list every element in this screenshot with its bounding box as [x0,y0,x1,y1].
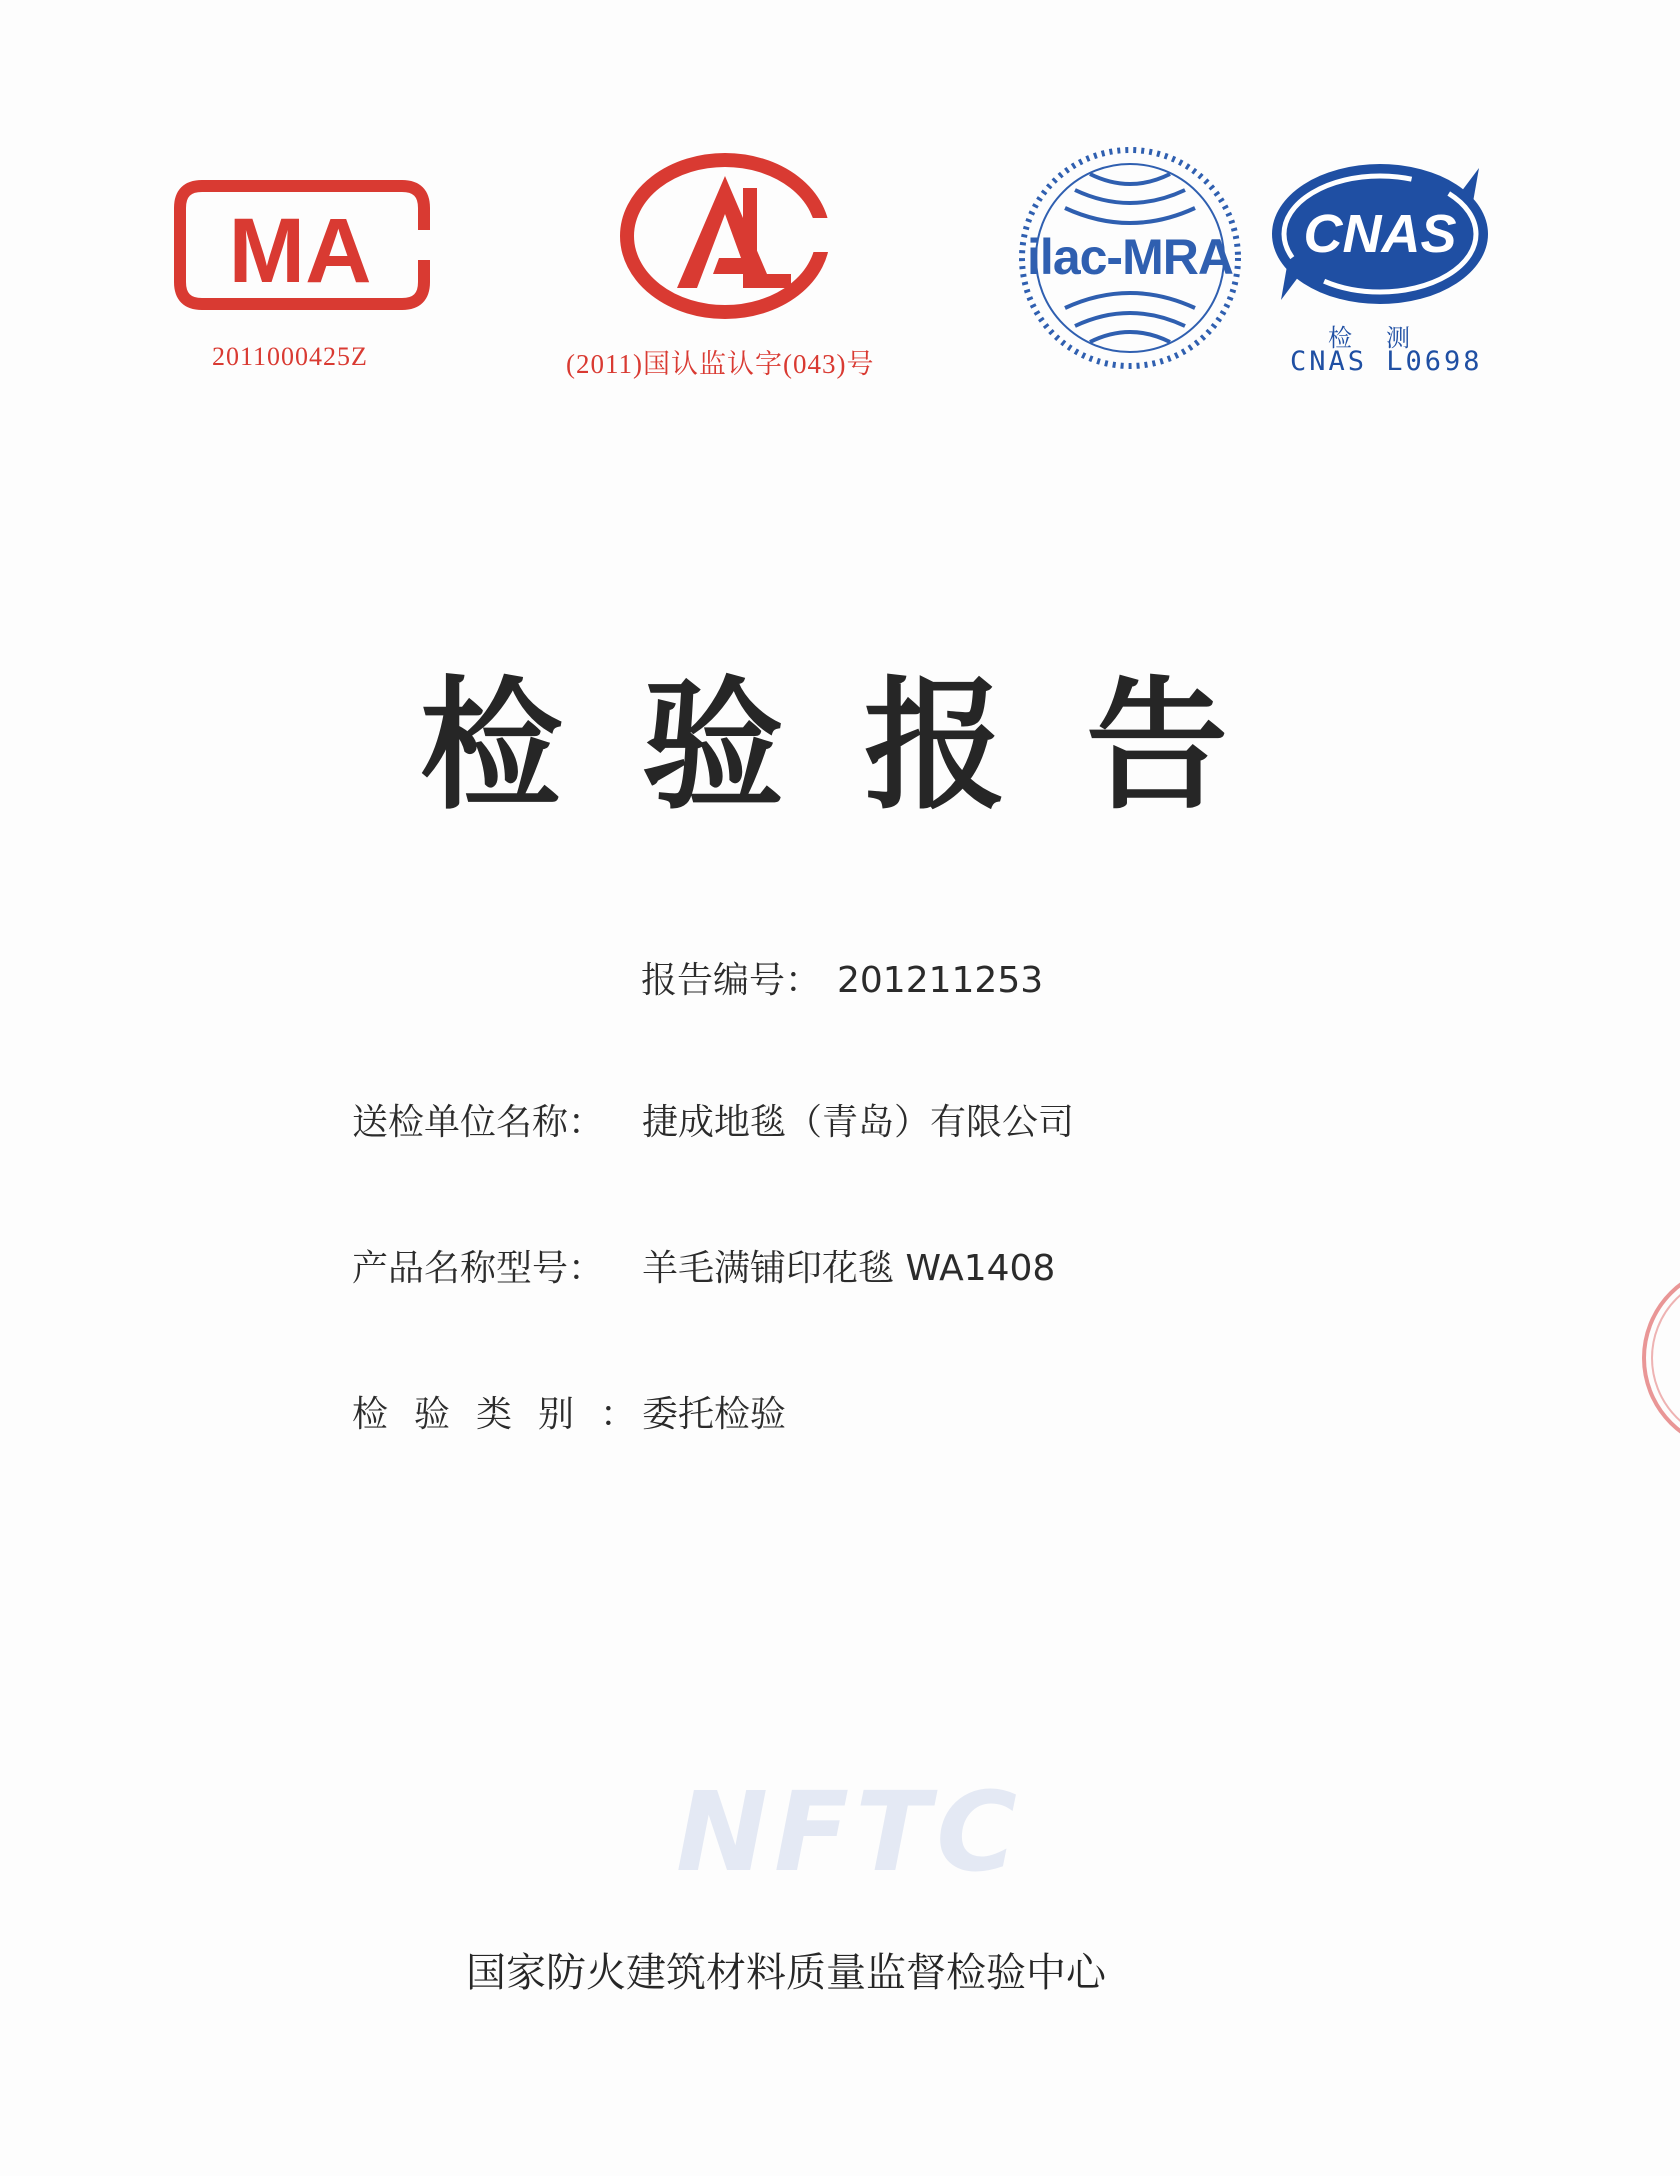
report-number-row [641,952,1043,1003]
issuing-organization: 国家防火建筑材料质量监督检验中心 [466,1950,1106,1996]
client-row [352,1094,1074,1145]
cma-certification-logo [172,180,432,310]
report-number-label: 报告编号： [641,960,822,1001]
client-value: 捷成地毯（青岛）有限公司 [642,1102,1075,1143]
ilac-mra-logo [1015,138,1245,378]
ma-number: 2011000425Z [212,342,368,371]
report-number-value: 201211253 [837,960,1044,1001]
cnas-logo [1265,152,1495,322]
cnas-mark-text: CNAS [1303,204,1457,264]
nftc-watermark: NFTC [676,1768,1023,1896]
ilac-mark-text: ilac-MRA [1027,229,1233,285]
product-label: 产品名称型号： [352,1248,605,1289]
cnas-category: 检测 [1328,324,1444,352]
cnas-number: CNAS L0698 [1290,346,1483,377]
product-row [352,1240,1055,1291]
product-value: 羊毛满铺印花毯 WA1408 [642,1248,1056,1289]
client-label: 送检单位名称： [352,1102,605,1143]
ma-mark-text: MA [228,200,372,302]
cal-certification-logo [615,148,835,323]
test-type-row [352,1386,786,1437]
document-title: 检验报告 [420,664,1308,829]
red-seal-stamp [1636,1258,1680,1462]
test-type-value: 委托检验 [642,1394,787,1435]
test-type-label: 检验类别： [352,1394,663,1435]
cal-number: (2011)国认监认字(043)号 [566,349,875,379]
